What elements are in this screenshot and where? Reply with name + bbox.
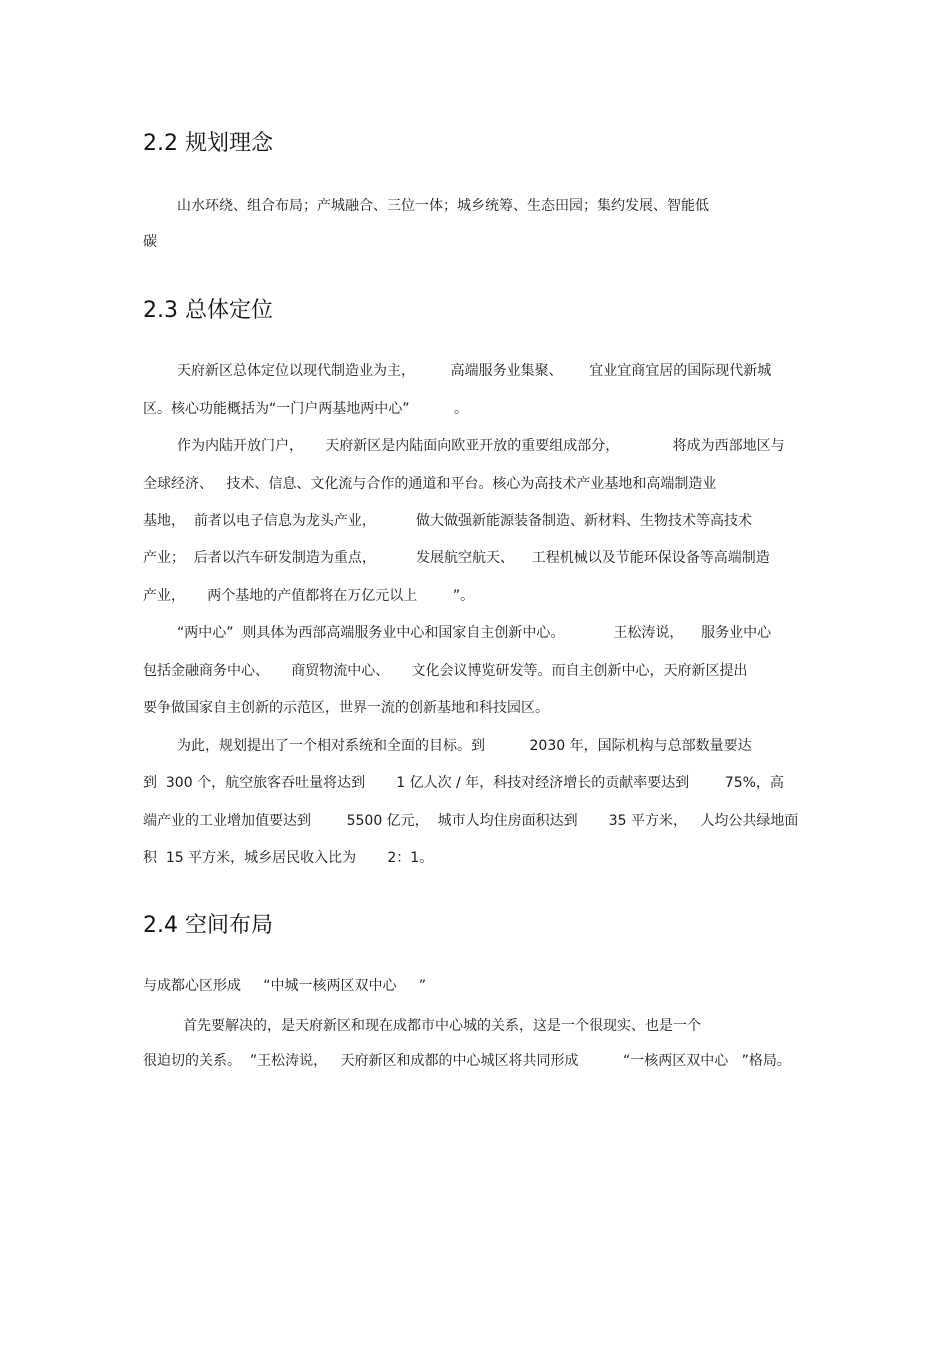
paragraph-line: 端产业的工业增加值要达到 5500 亿元， 城市人均住房面积达到 35 平方米， 人均公共绿地面 [143,813,799,829]
paragraph-line: 为此，规划提出了一个相对系统和全面的目标。到 2030 年，国际机构与总部数量要达 [177,738,752,754]
paragraph-line: 产业， 两个基地的产值都将在万亿元以上 ”。 [143,588,475,604]
paragraph-line: 全球经济、 技术、信息、文化流与合作的通道和平台。核心为高技术产业基地和高端制造业 [143,476,717,492]
paragraph-line: 积 15 平方米，城乡居民收入比为 2：1。 [143,850,434,866]
paragraph-line: 产业； 后者以汽车研发制造为重点， 发展航空航天、 工程机械以及节能环保设备等高端制造 [143,550,770,566]
paragraph-line: 区。核心功能概括为“一门户两基地两中心” 。 [143,401,469,417]
paragraph-line: 要争做国家自主创新的示范区，世界一流的创新基地和科技园区。 [143,700,549,716]
section-heading-2-4: 2.4 空间布局 [143,913,273,938]
paragraph-line: 包括金融商务中心、 商贸物流中心、 文化会议博览研发等。而自主创新中心，天府新区提出 [143,663,748,679]
paragraph-line: 碳 [143,234,157,250]
paragraph-line: “两中心” 则具体为西部高端服务业中心和国家自主创新中心。 王松涛说， 服务业中心 [177,625,772,641]
section-heading-2-2: 2.2 规划理念 [143,131,273,156]
paragraph-line: 与成都心区形成 “中城一核两区双中心 ” [143,978,427,994]
paragraph-line: 天府新区总体定位以现代制造业为主， 高端服务业集聚、 宜业宜商宜居的国际现代新城 [177,363,772,379]
paragraph-line: 基地， 前者以电子信息为龙头产业， 做大做强新能源装备制造、新材料、生物技术等高技术 [143,513,752,529]
paragraph-line: 山水环绕、组合布局；产城融合、三位一体；城乡统筹、生态田园；集约发展、智能低 [177,198,709,214]
paragraph-line: 很迫切的关系。 ”王松涛说， 天府新区和成都的中心城区将共同形成 “一核两区双中心 ”格局。 [143,1053,791,1069]
paragraph-line: 首先要解决的，是天府新区和现在成都市中心城的关系，这是一个很现实、也是一个 [183,1018,701,1034]
paragraph-line: 作为内陆开放门户， 天府新区是内陆面向欧亚开放的重要组成部分， 将成为西部地区与 [177,438,785,454]
paragraph-line: 到 300 个，航空旅客吞吐量将达到 1 亿人次 / 年，科技对经济增长的贡献率要达到 75%，高 [143,775,784,791]
section-heading-2-3: 2.3 总体定位 [143,298,273,323]
